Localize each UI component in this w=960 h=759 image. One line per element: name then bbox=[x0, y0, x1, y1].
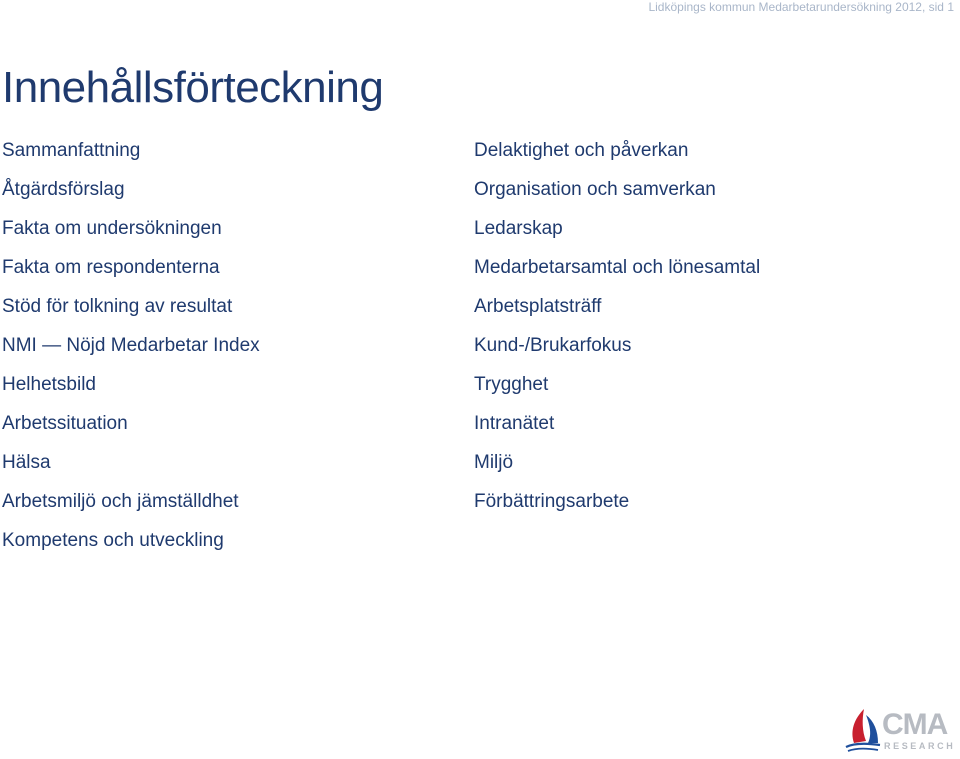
toc-item[interactable]: Förbättringsarbete bbox=[474, 491, 630, 512]
toc-item[interactable]: Kund-/Brukarfokus bbox=[474, 335, 632, 356]
logo-subtitle: RESEARCH bbox=[884, 741, 956, 751]
toc-item[interactable]: Miljö bbox=[474, 452, 514, 473]
toc-item[interactable]: NMI — Nöjd Medarbetar Index bbox=[2, 335, 260, 356]
toc-item[interactable]: Arbetsmiljö och jämställdhet bbox=[2, 491, 239, 512]
toc-item[interactable]: Arbetssituation bbox=[2, 413, 128, 434]
toc-item[interactable]: Fakta om undersökningen bbox=[2, 218, 222, 239]
toc-item[interactable]: Intranätet bbox=[474, 413, 555, 434]
toc-item[interactable]: Delaktighet och påverkan bbox=[474, 140, 689, 161]
page-title: Innehållsförteckning bbox=[2, 63, 384, 112]
toc-item[interactable]: Helhetsbild bbox=[2, 374, 96, 395]
toc-item[interactable]: Kompetens och utveckling bbox=[2, 530, 224, 551]
toc-item[interactable]: Hälsa bbox=[2, 452, 51, 473]
logo-name: CMA bbox=[882, 708, 948, 741]
toc-item[interactable]: Trygghet bbox=[474, 374, 549, 395]
toc-item[interactable]: Stöd för tolkning av resultat bbox=[2, 296, 233, 317]
toc-item[interactable]: Organisation och samverkan bbox=[474, 179, 716, 200]
sail-icon bbox=[844, 707, 884, 755]
toc-item[interactable]: Fakta om respondenterna bbox=[2, 257, 220, 278]
toc-item[interactable]: Ledarskap bbox=[474, 218, 563, 239]
toc-item[interactable]: Arbetsplatsträff bbox=[474, 296, 602, 317]
toc-item[interactable]: Åtgärdsförslag bbox=[2, 179, 125, 200]
toc-left-column bbox=[2, 136, 260, 565]
running-header: Lidköpings kommun Medarbetarundersökning 2012, sid 1 bbox=[648, 0, 954, 14]
toc-right-column bbox=[474, 136, 760, 526]
cma-research-logo bbox=[844, 707, 958, 755]
toc-item[interactable]: Sammanfattning bbox=[2, 140, 141, 161]
toc-item[interactable]: Medarbetarsamtal och lönesamtal bbox=[474, 257, 761, 278]
